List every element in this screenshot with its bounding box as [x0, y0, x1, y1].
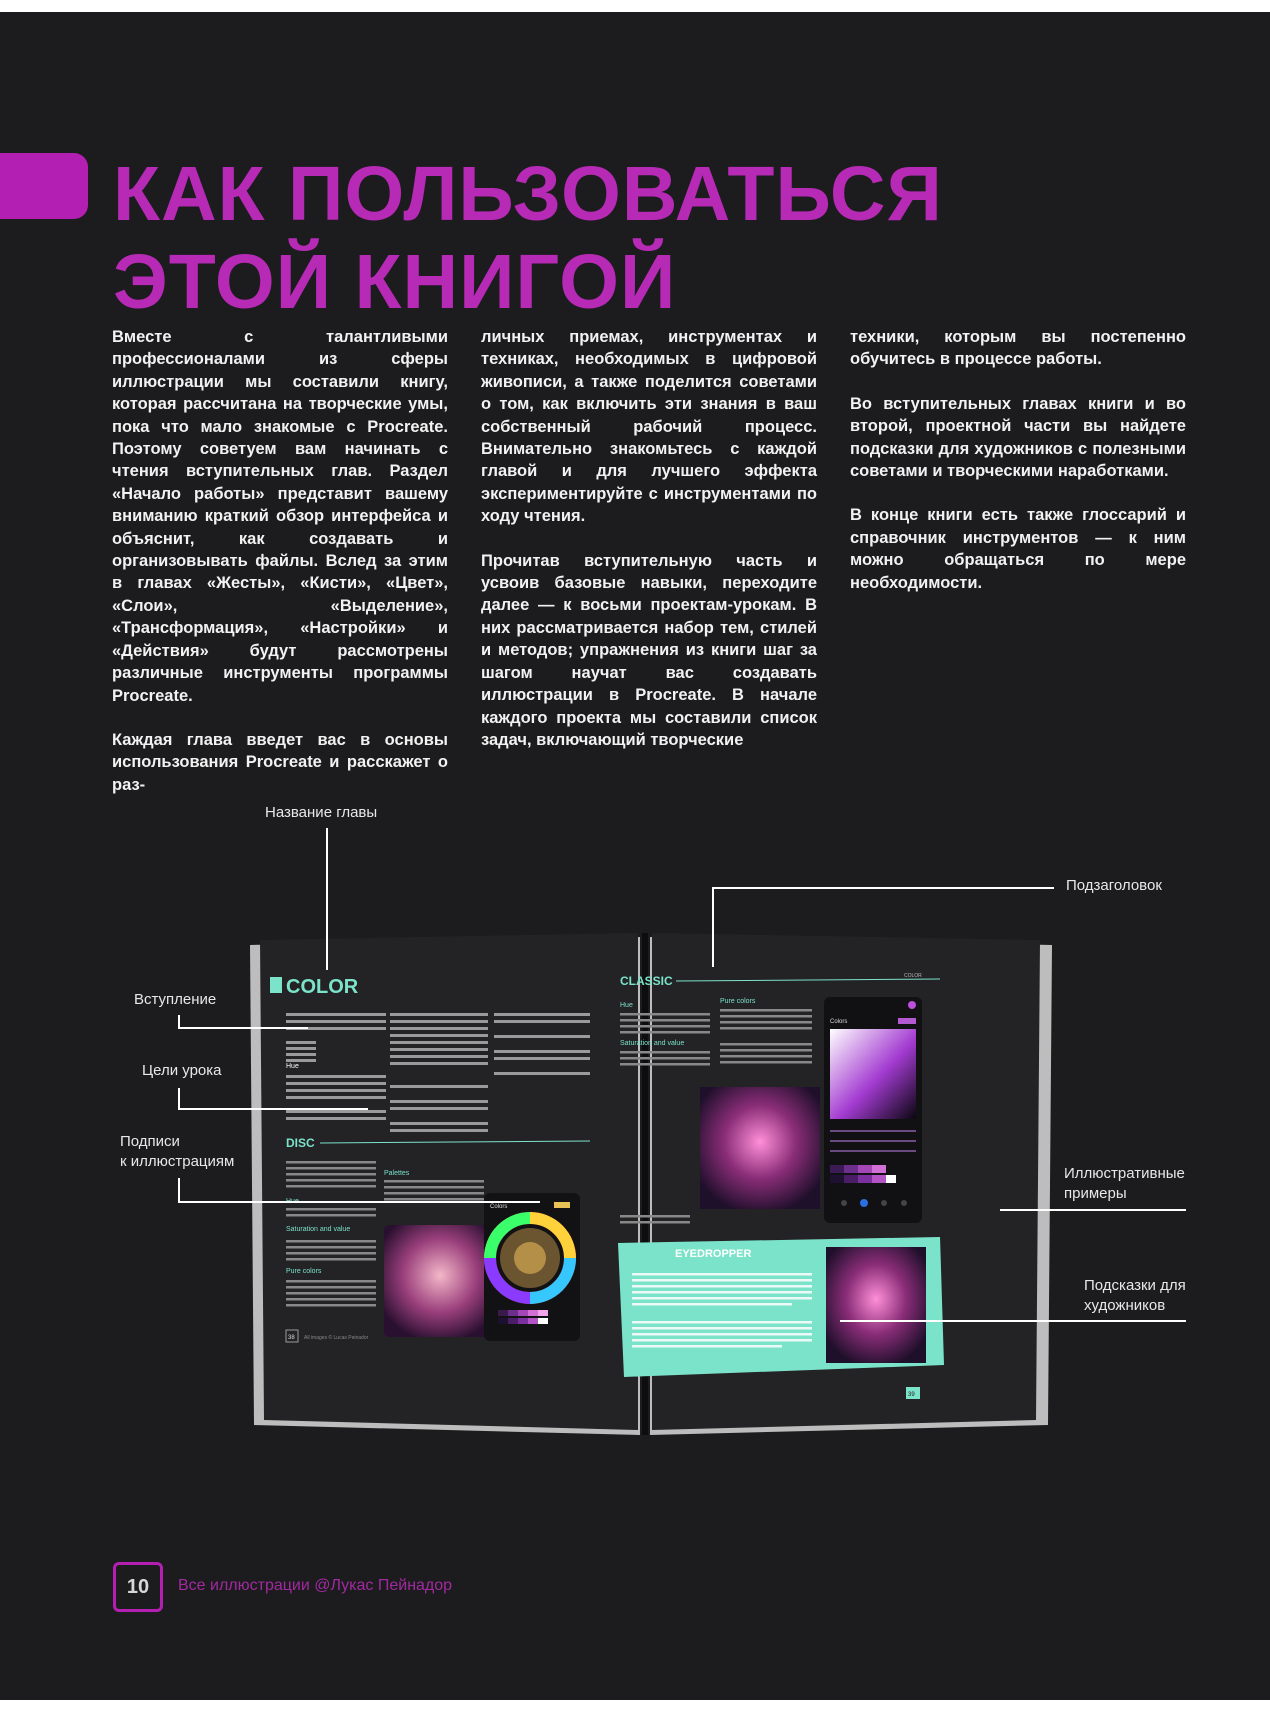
portrait-illustration-left: [384, 1225, 496, 1337]
picker-panel-label: Colors: [830, 1019, 848, 1025]
book-left-page-number: 38: [288, 1335, 295, 1341]
callout-captions-line-1: Подписи: [120, 1133, 180, 1150]
book-left-label: Saturation and value: [286, 1226, 351, 1233]
page: [0, 12, 1270, 1700]
portrait-illustration-right: [700, 1087, 820, 1209]
callout-captions-line-2: к иллюстрациям: [120, 1153, 235, 1170]
book-left-label: Pure colors: [286, 1268, 322, 1275]
book-right-page-number: 39: [908, 1392, 915, 1398]
callout-lesson-goals: Цели урока: [142, 1062, 222, 1079]
callout-illustrative-examples: [1064, 1164, 1185, 1204]
paragraph: техники, которым вы постепенно обучитесь в процессе работы.: [850, 328, 1186, 369]
leader-line: [840, 1320, 1186, 1322]
page-number: 10: [126, 1575, 150, 1598]
page-number-box: [113, 1562, 163, 1612]
chapter-tab-marker: [0, 153, 88, 219]
callout-chapter-title: Название главы: [265, 804, 378, 821]
text-column-2: [481, 326, 817, 773]
tip-illustration: [826, 1247, 926, 1363]
paragraph: Вместе с талантливыми профессионалами из сферы иллюстрации мы составили книгу, которая рассчитана на творческие умы, пока что мало знакомые с Procreate. Поэтому советуем вам начинать с чтения вступительных глав. Раздел «Начало работы» представит вашему вниманию краткий обзор интерфейса и объяснит, как создавать и организовывать файлы. Вслед за этим в главах «Жесты», «Кисти», «Цвет», «Слои», «Выделение», «Трансформация», «Настройки» и «Действия» будут рассмотрены различные инструменты программы Procreate.: [112, 328, 448, 705]
paragraph: Каждая глава введет вас в основы использования Procreate и расскажет о раз-: [112, 730, 448, 794]
callout-captions: [120, 1132, 234, 1172]
book-left-footer: All images © Lucas Peinador: [304, 1335, 369, 1341]
leader-line: [178, 1027, 308, 1029]
leader-line: [178, 1108, 368, 1110]
illustration-credit: Все иллюстрации @Лукас Пейнадор: [178, 1577, 453, 1594]
callout-subheading: Подзаголовок: [1066, 877, 1162, 894]
book-left-label: Hue: [286, 1063, 299, 1070]
book-right-running-head: COLOR: [904, 973, 922, 979]
book-spread-illustration: [240, 925, 1060, 1445]
page-title: [113, 150, 943, 326]
leader-line: [178, 1178, 180, 1202]
book-left-heading: COLOR: [286, 976, 359, 998]
page-title-line-2: ЭТОЙ КНИГОЙ: [113, 239, 677, 325]
callout-artist-tips: [1084, 1276, 1186, 1316]
tip-heading: EYEDROPPER: [675, 1248, 752, 1260]
book-left-label: Palettes: [384, 1170, 410, 1177]
paragraph: Прочитав вступительную часть и усвоив базовые навыки, переходите далее — к восьми проектам-урокам. В них рассматривается набор тем, стилей и методов; упражнения из книги шаг за шагом научат вас создавать иллюстрации в Procreate. В начале каждого проекта мы составили список задач, включающий творческие: [481, 551, 817, 749]
paragraph: личных приемах, инструментах и техниках, необходимых в цифровой живописи, а также поделится советами о том, как включить эти знания в ваш собственный рабочий процесс. Внимательно знакомьтесь с каждой главой и для лучшего эффекта экспериментируйте с инструментами по ходу чтения.: [481, 328, 817, 526]
text-column-3: [850, 326, 1186, 616]
callout-examples-line-2: примеры: [1064, 1185, 1127, 1202]
callout-tips-line-2: художников: [1084, 1297, 1166, 1314]
paragraph: В конце книги есть также глоссарий и справочник инструментов — к ним можно обращаться по мере необходимости.: [850, 506, 1186, 592]
colors-panel-label: Colors: [490, 1204, 508, 1210]
book-right-label: Hue: [620, 1002, 633, 1009]
callout-tips-line-1: Подсказки для: [1084, 1277, 1186, 1294]
book-left-subheading: DISC: [286, 1136, 315, 1150]
leader-line: [712, 887, 1054, 889]
page-title-line-1: КАК ПОЛЬЗОВАТЬСЯ: [113, 151, 943, 237]
leader-line: [326, 828, 328, 970]
paragraph: Во вступительных главах книги и во второй, проектной части вы найдете подсказки для художников с полезными советами и творческими наработками.: [850, 394, 1186, 481]
leader-line: [1000, 1209, 1186, 1211]
leader-line: [178, 1201, 540, 1203]
callout-intro: Вступление: [134, 991, 217, 1008]
book-right-label: Pure colors: [720, 998, 756, 1005]
book-right-heading: CLASSIC: [620, 974, 673, 988]
callout-examples-line-1: Иллюстративные: [1064, 1165, 1185, 1182]
leader-line: [712, 887, 714, 967]
book-right-label: Saturation and value: [620, 1040, 685, 1047]
leader-line: [178, 1088, 180, 1109]
color-heading-marker-icon: [270, 977, 282, 993]
text-column-1: [112, 326, 448, 818]
